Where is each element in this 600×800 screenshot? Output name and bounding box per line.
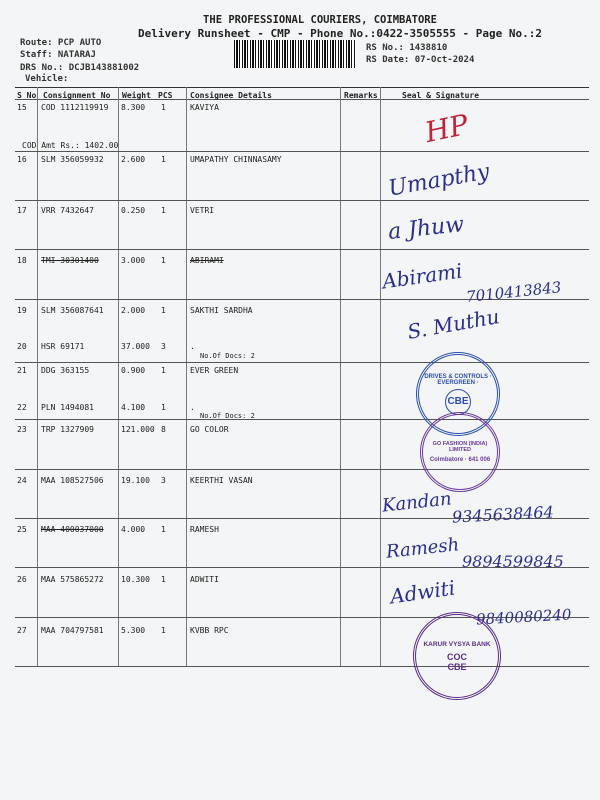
barcode	[234, 40, 356, 68]
row-pcs: 8	[161, 425, 166, 434]
cod-amount: COD Amt Rs.: 1402.00	[22, 141, 119, 150]
row-weight: 5.300	[121, 626, 146, 635]
col-header-seal: Seal & Signature	[402, 91, 480, 100]
row-sno: 26	[17, 575, 27, 584]
row-weight: 8.300	[121, 103, 146, 112]
col-divider	[37, 87, 38, 667]
signature-18: Abirami	[380, 258, 464, 294]
row-pcs: 1	[161, 575, 166, 584]
staff-label: Staff: NATARAJ	[20, 50, 96, 60]
signature-24: Kandan	[381, 488, 453, 517]
col-header-consignee: Consignee Details	[190, 91, 272, 100]
stamp-karur-vysya-bank	[413, 612, 501, 700]
row-consignee: ADWITI	[190, 575, 219, 584]
row-divider	[15, 249, 589, 250]
row-divider	[15, 419, 589, 420]
row-consignee: UMAPATHY CHINNASAMY	[190, 155, 282, 164]
phone-25: 9894599845	[462, 552, 564, 571]
col-divider	[340, 87, 341, 667]
stamp-ring-text: KARUR VYSYA BANK	[423, 640, 491, 648]
row-pcs: 1	[161, 103, 166, 112]
rs-number: RS No.: 1438810	[366, 43, 448, 53]
row-consignee: ABIRAMI	[190, 256, 224, 265]
row-weight: 0.250	[121, 206, 146, 215]
row-weight: 4.100	[121, 403, 146, 412]
row-weight: 37.000	[121, 342, 150, 351]
row-consignee: GO COLOR	[190, 425, 229, 434]
row-weight: 10.300	[121, 575, 150, 584]
row-consignment: SLM 356087641	[41, 306, 104, 315]
stamp-center-text: Coimbatore · 641 006	[429, 457, 491, 463]
signature-16: Umapthy	[386, 159, 492, 202]
col-divider	[380, 87, 381, 667]
vehicle-label: Vehicle:	[25, 74, 69, 84]
row-divider	[15, 469, 589, 470]
signature-25: Ramesh	[385, 534, 461, 563]
row-docs: No.Of Docs: 2	[200, 352, 255, 360]
row-pcs: 3	[161, 476, 166, 485]
col-divider	[118, 87, 119, 667]
row-consignee: KEERTHI VASAN	[190, 476, 253, 485]
rs-date: RS Date: 07-Oct-2024	[366, 55, 475, 65]
row-divider	[15, 200, 589, 201]
stamp-ring-text: DRIVES & CONTROLS · EVERGREEN ·	[424, 373, 492, 386]
table-top-border	[15, 87, 589, 88]
row-divider	[15, 362, 589, 363]
row-sno: 24	[17, 476, 27, 485]
row-consignee: .	[190, 342, 195, 351]
row-consignee: KAVIYA	[190, 103, 219, 112]
row-docs: No.Of Docs: 2	[200, 412, 255, 420]
row-sno: 19	[17, 306, 27, 315]
row-consignment: MAA 400037000	[41, 525, 104, 534]
col-header-consignment: Consignment No	[43, 91, 111, 100]
row-consignment: MAA 704797581	[41, 626, 104, 635]
row-consignment: TRP 1327909	[41, 425, 94, 434]
row-pcs: 1	[161, 206, 166, 215]
signature-19: S. Muthu	[405, 304, 502, 344]
row-pcs: 1	[161, 256, 166, 265]
row-sno: 20	[17, 342, 27, 351]
row-consignment: PLN 1494081	[41, 403, 94, 412]
row-sno: 21	[17, 366, 27, 375]
row-consignee: EVER GREEN	[190, 366, 239, 375]
col-header-remarks: Remarks	[344, 91, 378, 100]
row-pcs: 1	[161, 306, 166, 315]
row-consignment: MAA 108527506	[41, 476, 104, 485]
row-pcs: 1	[161, 366, 166, 375]
phone-27: 9840080240	[475, 605, 572, 629]
row-consignment: DDG 363155	[41, 366, 90, 375]
col-header-sno: S No	[17, 91, 37, 100]
row-consignee: RAMESH	[190, 525, 219, 534]
row-pcs: 1	[161, 403, 166, 412]
col-header-pcs: PCS	[158, 91, 173, 100]
row-consignee: SAKTHI SARDHA	[190, 306, 253, 315]
stamp-go-fashion	[420, 412, 500, 492]
row-pcs: 1	[161, 525, 166, 534]
row-weight: 121.000	[121, 425, 155, 434]
phone-24: 9345638464	[451, 502, 555, 527]
stamp-center-bottom: CBE	[447, 661, 467, 672]
row-weight: 3.000	[121, 256, 146, 265]
row-consignment: HSR 69171	[41, 342, 85, 351]
signature-15: HP	[422, 107, 472, 150]
row-weight: 2.000	[121, 306, 146, 315]
row-weight: 0.900	[121, 366, 146, 375]
drs-number: DRS No.: DCJB143881002	[20, 63, 140, 73]
row-consignment: COD 1112119919	[41, 103, 109, 112]
stamp-center-text: CBE	[445, 389, 471, 415]
row-sno: 23	[17, 425, 27, 434]
row-weight: 19.100	[121, 476, 150, 485]
col-header-weight: Weight	[122, 91, 151, 100]
row-consignment: TMI 30301400	[41, 256, 99, 265]
runsheet-subtitle: Delivery Runsheet - CMP - Phone No.:0422-3505555 - Page No.:2	[138, 27, 542, 40]
row-consignee: .	[190, 403, 195, 412]
row-pcs: 1	[161, 155, 166, 164]
row-consignee: VETRI	[190, 206, 215, 215]
stamp-center-top: COC	[447, 651, 467, 662]
row-sno: 17	[17, 206, 27, 215]
route-label: Route: PCP AUTO	[20, 38, 102, 48]
col-divider	[186, 87, 187, 667]
row-consignment: SLM 356059932	[41, 155, 104, 164]
row-sno: 18	[17, 256, 27, 265]
row-divider	[15, 151, 589, 152]
stamp-ring-text: GO FASHION (INDIA) LIMITED	[432, 441, 488, 453]
phone-18: 7010413843	[465, 278, 563, 306]
row-sno: 22	[17, 403, 27, 412]
row-sno: 15	[17, 103, 27, 112]
row-divider	[15, 666, 589, 667]
row-pcs: 3	[161, 342, 166, 351]
row-sno: 16	[17, 155, 27, 164]
row-weight: 2.600	[121, 155, 146, 164]
signature-17: a Jhuw	[386, 212, 466, 245]
company-title: THE PROFESSIONAL COURIERS, COIMBATORE	[203, 14, 437, 26]
row-consignee: KVBB RPC	[190, 626, 229, 635]
row-consignment: MAA 575865272	[41, 575, 104, 584]
signature-26: Adwiti	[388, 575, 457, 609]
row-pcs: 1	[161, 626, 166, 635]
row-consignment: VRR 7432647	[41, 206, 94, 215]
row-sno: 25	[17, 525, 27, 534]
row-sno: 27	[17, 626, 27, 635]
row-weight: 4.000	[121, 525, 146, 534]
